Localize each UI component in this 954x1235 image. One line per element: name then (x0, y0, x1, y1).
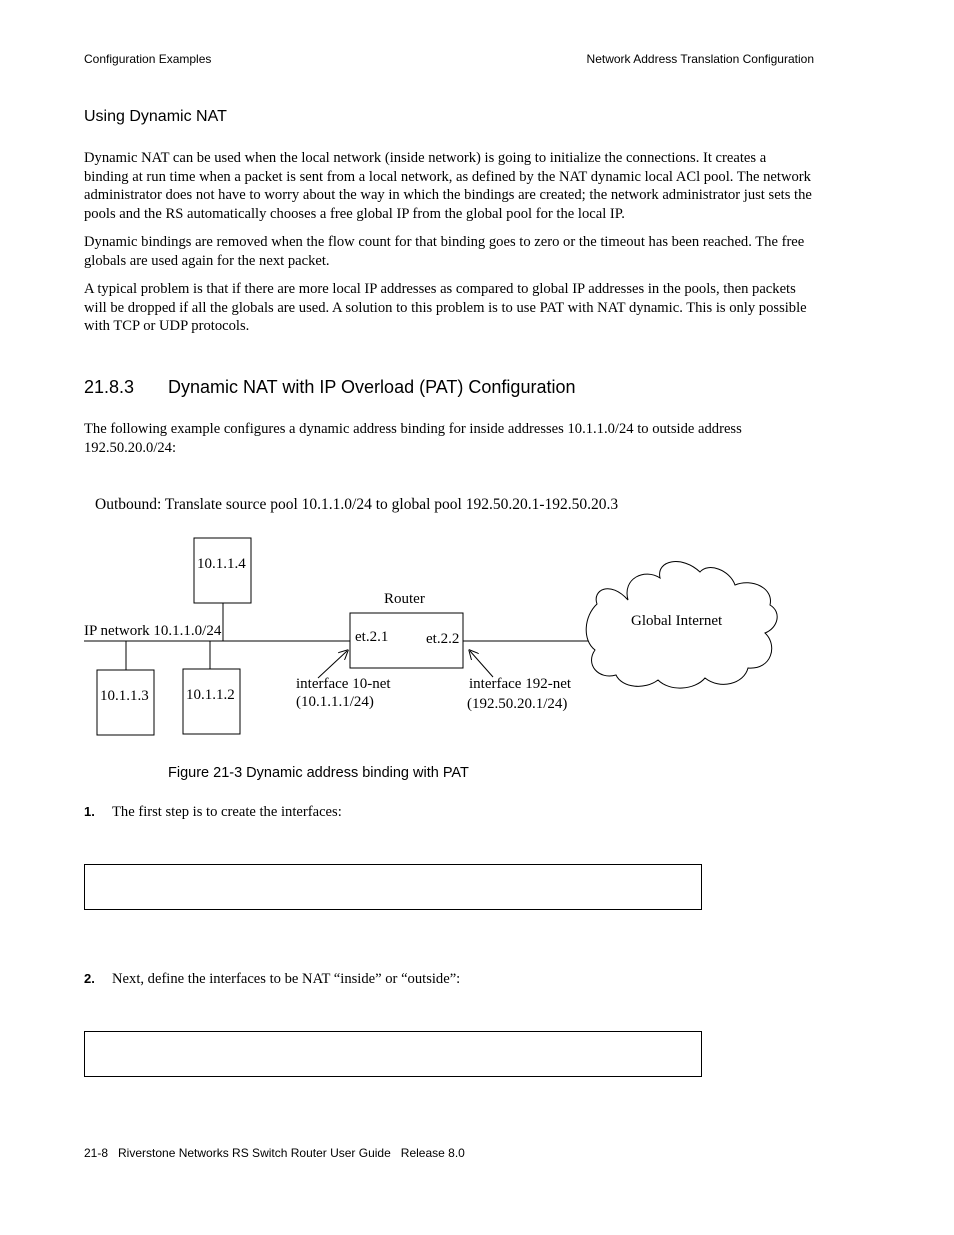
port-label-in: et.2.1 (355, 629, 389, 645)
iface-out-name: interface 192-net (469, 676, 572, 692)
figure-caption: Figure 21-3 Dynamic address binding with PAT (168, 765, 469, 781)
host-label-mid: 10.1.1.2 (186, 687, 235, 703)
arrow-iface-in (318, 651, 347, 678)
paragraph-dynamic-bindings: Dynamic bindings are removed when the flow count for that binding goes to zero or the timeout has been reached. The free globals are used again for the next packet. (84, 234, 805, 269)
intro-paragraph: The following example configures a dynamic address binding for inside addresses 10.1.1.0/24 to outside address 192.50.20.0/24: (84, 421, 742, 456)
section-number: 21.8.3 (84, 377, 135, 397)
arrow-iface-out (470, 651, 493, 677)
iface-in-name: interface 10-net (296, 676, 391, 692)
step-1 (84, 804, 342, 821)
step-text: The first step is to create the interfaces: (112, 804, 342, 820)
step-text: Next, define the interfaces to be NAT “inside” or “outside”: (112, 971, 461, 987)
code-box-define-nat (84, 1031, 702, 1077)
router-label: Router (384, 591, 425, 607)
iface-in-addr: (10.1.1.1/24) (296, 694, 374, 710)
paragraph-typical-problem: A typical problem is that if there are more local IP addresses as compared to global IP addresses in the pools, then packets will be dropped if all the globals are used. A solution to this problem is to use PAT with NAT dynamic. This is only possible with TCP or UDP protocols. (84, 281, 807, 335)
running-header-left: Configuration Examples (84, 52, 212, 66)
paragraph-dynamic-nat: Dynamic NAT can be used when the local network (inside network) is going to initialize the connections. It creates a binding at run time when a packet is sent from a local network, as defined by the NAT dynamic local ACl pool. The network administrator does not have to worry about the way in which the bindings are created; the network administrator just sets the pools and the RS automatically chooses a free global IP from the global pool for the local IP. (84, 150, 812, 222)
step-2 (84, 971, 460, 988)
cloud-label: Global Internet (631, 613, 723, 629)
subsection-title: Using Dynamic NAT (84, 108, 227, 125)
step-number: 2. (84, 971, 95, 986)
code-box-create-interfaces (84, 864, 702, 910)
page-footer: 21-8 Riverstone Networks RS Switch Router User Guide Release 8.0 (84, 1146, 465, 1160)
host-label-left: 10.1.1.3 (100, 688, 149, 704)
network-label: IP network 10.1.1.0/24 (84, 623, 222, 639)
iface-out-addr: (192.50.20.1/24) (467, 696, 568, 712)
host-label-top: 10.1.1.4 (197, 556, 246, 572)
port-label-out: et.2.2 (426, 631, 460, 647)
section-title: Dynamic NAT with IP Overload (PAT) Configuration (168, 377, 576, 397)
figure-title: Outbound: Translate source pool 10.1.1.0/24 to global pool 192.50.20.1-192.50.20.3 (95, 496, 619, 513)
running-header-right: Network Address Translation Configuration (586, 52, 814, 66)
step-number: 1. (84, 804, 95, 819)
